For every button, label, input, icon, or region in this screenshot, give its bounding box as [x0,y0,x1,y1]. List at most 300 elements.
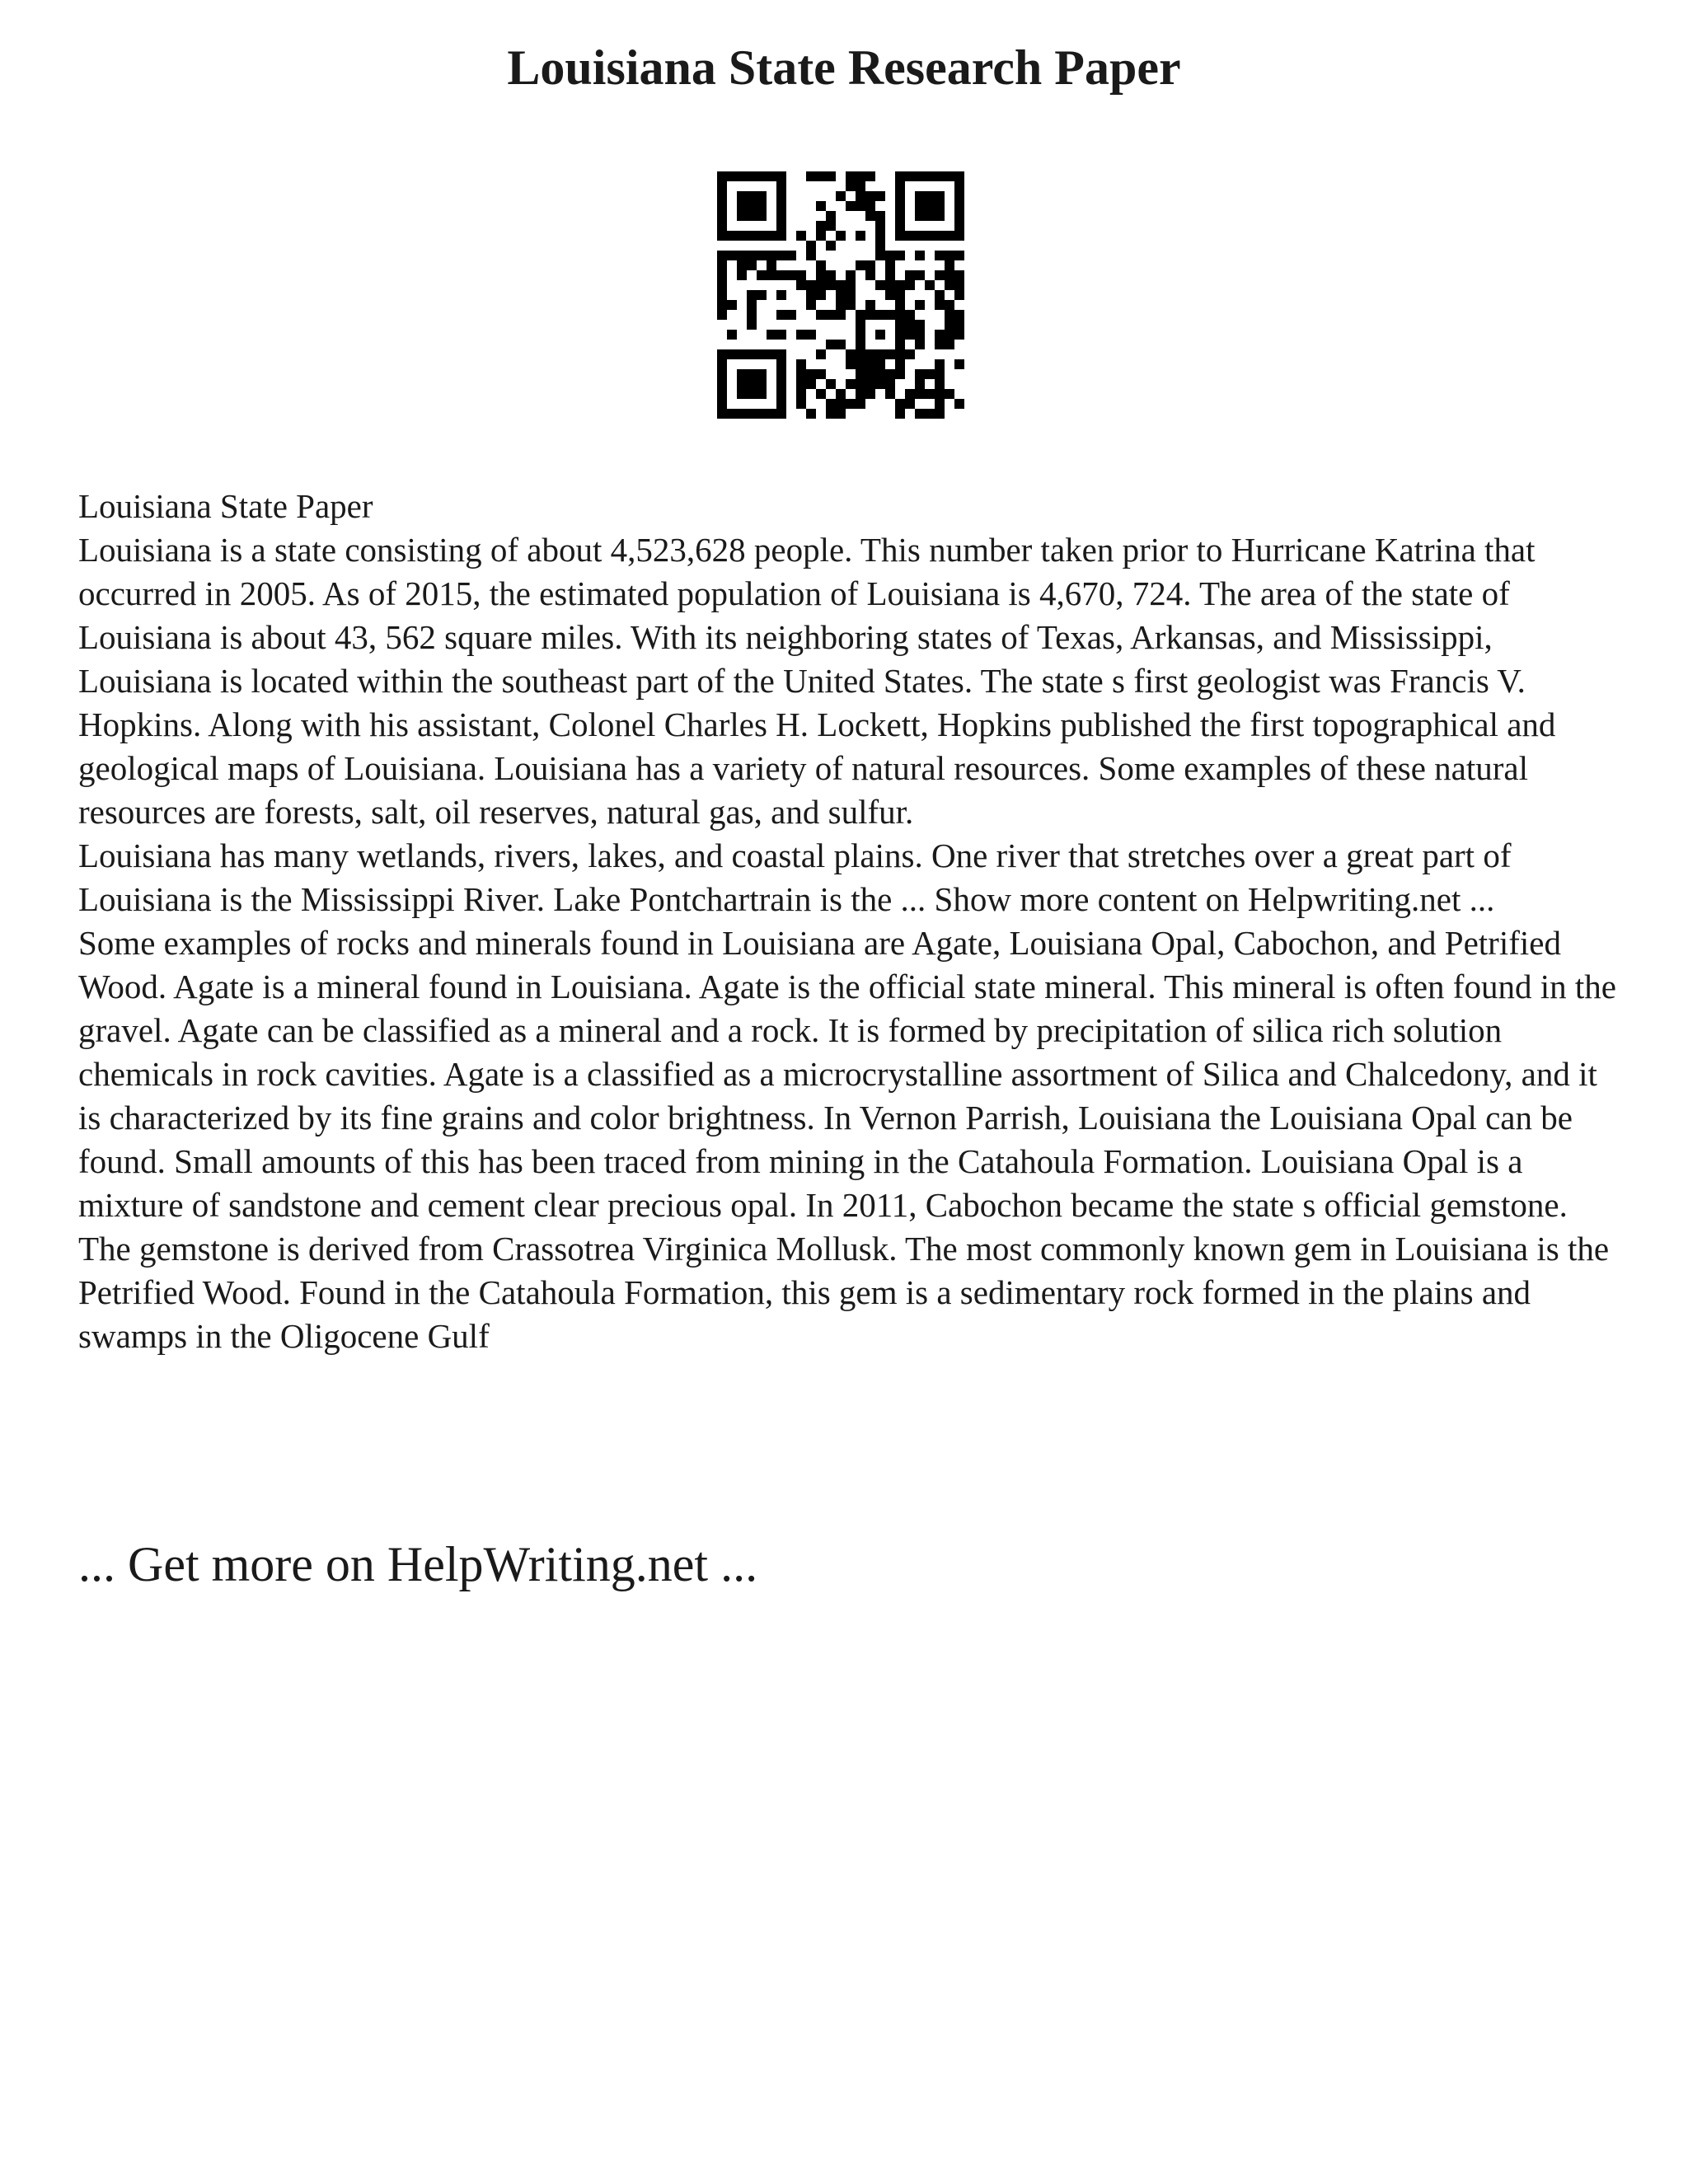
qr-module [757,290,767,300]
qr-module [796,280,806,290]
qr-module [836,409,846,419]
qr-module [757,270,767,280]
qr-module [826,399,836,409]
qr-module [836,290,846,300]
qr-module [865,359,875,369]
qr-module [836,310,846,320]
qr-module [757,231,767,241]
qr-module [737,251,747,260]
qr-module [856,340,865,349]
qr-module [905,270,915,280]
qr-module [737,211,747,221]
qr-module [836,231,846,241]
qr-module [925,389,935,399]
qr-module [806,300,816,310]
qr-module [747,310,757,320]
qr-module [767,171,776,181]
qr-module [895,280,905,290]
qr-module [717,260,727,270]
qr-module [846,349,856,359]
qr-module [737,389,747,399]
qr-module [747,389,757,399]
qr-module [945,251,954,260]
qr-module [895,290,905,300]
qr-module [915,300,925,310]
qr-module [915,369,925,379]
qr-module [885,369,895,379]
qr-module [865,349,875,359]
qr-module [826,280,836,290]
qr-module [767,330,776,340]
qr-module [865,389,875,399]
qr-module [826,379,836,389]
qr-module [737,260,747,270]
qr-module [727,330,737,340]
qr-module [945,330,954,340]
paragraph-population: Louisiana is a state consisting of about 4,523,628 people. This number taken prior to Hurricane Katrina that occurred in 2005. As of 2015, the estimated population of Louisiana is 4,670, 724. The area of the state of Louisiana is about 43, 562 square miles. With its neighboring states of Texas, Arkansas, and Mississippi, Louisiana is located within the southeast part of the United States. The state s first geologist was Francis V. Hopkins. Along with his assistant, Colonel Charles H. Lockett, Hopkins published the first topographical and geological maps of Louisiana. Louisiana has a variety of natural resources. Some examples of these natural resources are forests, salt, oil reserves, natural gas, and sulfur. [78,531,1556,831]
qr-module [806,330,816,340]
qr-module [727,251,737,260]
qr-module [915,389,925,399]
qr-module [717,171,727,181]
qr-module [776,330,786,340]
qr-module [846,379,856,389]
qr-module [856,171,865,181]
qr-module [786,310,796,320]
qr-module [925,231,935,241]
qr-module [717,369,727,379]
qr-module [925,369,935,379]
qr-module [776,389,786,399]
qr-module [885,280,895,290]
qr-module [895,191,905,201]
qr-module [826,340,836,349]
qr-module [935,201,945,211]
qr-module [757,349,767,359]
qr-code-icon[interactable] [717,171,964,419]
qr-module [776,310,786,320]
qr-module [875,379,885,389]
qr-module [757,379,767,389]
qr-module [786,251,796,260]
qr-module [954,191,964,201]
qr-module [776,221,786,231]
qr-module [895,349,905,359]
qr-module [767,231,776,241]
qr-module [737,270,747,280]
qr-module [776,379,786,389]
qr-module [776,211,786,221]
qr-module [757,171,767,181]
paragraph-heading: Louisiana State Paper [78,487,373,525]
qr-module [954,211,964,221]
qr-module [846,201,856,211]
qr-module [905,231,915,241]
qr-module [856,191,865,201]
qr-module [856,349,865,359]
qr-module [925,409,935,419]
qr-module [865,369,875,379]
qr-module [846,280,856,290]
qr-module [776,171,786,181]
qr-module [895,409,905,419]
qr-module [935,379,945,389]
qr-module [776,369,786,379]
qr-module [826,241,836,251]
qr-module [826,171,836,181]
qr-module [905,171,915,181]
qr-module [776,270,786,280]
qr-module [875,369,885,379]
qr-module [836,300,846,310]
qr-module [856,310,865,320]
qr-module [727,349,737,359]
qr-module [737,231,747,241]
get-more-link[interactable]: ... Get more on HelpWriting.net ... [78,1537,758,1591]
qr-module [747,379,757,389]
qr-module [846,399,856,409]
qr-module [895,211,905,221]
document-title: Louisiana State Research Paper [507,40,1181,95]
qr-module [895,320,905,330]
qr-module [776,290,786,300]
qr-module [836,280,846,290]
qr-module [826,310,836,320]
qr-module [925,201,935,211]
qr-module [905,349,915,359]
qr-module [865,201,875,211]
qr-module [816,260,826,270]
qr-module [935,300,945,310]
qr-module [757,201,767,211]
qr-module [806,369,816,379]
qr-module [875,241,885,251]
qr-module [786,270,796,280]
qr-module [717,201,727,211]
qr-module [816,280,826,290]
qr-module [816,171,826,181]
qr-module [717,409,727,419]
qr-module [717,399,727,409]
qr-module [806,409,816,419]
qr-module [816,349,826,359]
qr-module [945,389,954,399]
qr-module [717,191,727,201]
qr-module [935,171,945,181]
qr-module [935,389,945,399]
qr-module [806,171,816,181]
qr-module [796,270,806,280]
qr-module [826,221,836,231]
qr-module [935,191,945,201]
qr-module [895,171,905,181]
qr-module [915,330,925,340]
qr-module [885,310,895,320]
qr-module [954,171,964,181]
qr-module [915,409,925,419]
qr-module [954,310,964,320]
qr-module [905,389,915,399]
qr-module [935,330,945,340]
qr-module [747,191,757,201]
qr-module [915,211,925,221]
qr-module [865,211,875,221]
qr-module [767,260,776,270]
qr-code-graphic [717,171,964,419]
qr-module [865,379,875,389]
qr-module [856,389,865,399]
qr-module [767,270,776,280]
qr-module [895,251,905,260]
qr-module [717,211,727,221]
qr-module [757,191,767,201]
qr-module [776,191,786,201]
qr-module [717,379,727,389]
qr-module [816,290,826,300]
qr-module [945,340,954,349]
qr-module [836,399,846,409]
qr-module [915,320,925,330]
qr-module [737,379,747,389]
paragraph-geography: Louisiana has many wetlands, rivers, lakes, and coastal plains. One river that stretches over a great part of Louisiana is the Mississippi River. Lake Pontchartrain is the ... Show more content on Helpwriting.net ... [78,837,1512,918]
qr-module [895,310,905,320]
qr-module [776,409,786,419]
qr-module [925,191,935,201]
qr-module [816,221,826,231]
qr-module [796,389,806,399]
qr-module [796,231,806,241]
qr-module [885,389,895,399]
qr-module [875,211,885,221]
qr-module [935,211,945,221]
qr-module [885,379,895,389]
qr-module [717,221,727,231]
qr-module [856,201,865,211]
qr-module [945,300,954,310]
qr-module [856,369,865,379]
qr-module [767,349,776,359]
qr-module [747,231,757,241]
qr-module [954,181,964,191]
qr-module [935,231,945,241]
qr-module [717,251,727,260]
qr-module [895,369,905,379]
qr-module [856,399,865,409]
qr-module [915,270,925,280]
paragraph-minerals: Some examples of rocks and minerals found in Louisiana are Agate, Louisiana Opal, Cabochon, and Petrified Wood. Agate is a mineral found in Louisiana. Agate is the official state mineral. This mineral is often found in the gravel. Agate can be classified as a mineral and a rock. It is formed by precipitation of silica rich solution chemicals in rock cavities. Agate is a classified as a microcrystalline assortment of Silica and Chalcedony, and it is characterized by its fine grains and color brightness. In Vernon Parrish, Louisiana the Louisiana Opal can be found. Small amounts of this has been traced from mining in the Catahoula Formation. Louisiana Opal is a mixture of sandstone and cement clear precious opal. In 2011, Cabochon became the state s official gemstone. The gemstone is derived from Crassotrea Virginica Mollusk. The most commonly known gem in Louisiana is the Petrified Wood. Found in the Catahoula Formation, this gem is a sedimentary rock formed in the plains and swamps in the Oligocene Gulf [78,924,1616,1355]
qr-module [816,389,826,399]
qr-module [836,340,846,349]
qr-module [905,310,915,320]
qr-module [856,231,865,241]
qr-module [895,399,905,409]
qr-module [806,290,816,300]
qr-module [935,399,945,409]
qr-module [806,251,816,260]
qr-module [826,270,836,280]
qr-module [737,409,747,419]
qr-module [954,280,964,290]
qr-module [836,389,846,399]
qr-module [717,389,727,399]
qr-module [925,280,935,290]
qr-module [945,280,954,290]
qr-module [905,399,915,409]
qr-module [776,251,786,260]
qr-module [915,340,925,349]
qr-module [806,379,816,389]
qr-module [747,300,757,310]
qr-module [895,300,905,310]
qr-module [846,270,856,280]
qr-module [945,260,954,270]
qr-module [954,320,964,330]
qr-module [856,181,865,191]
qr-module [846,359,856,369]
qr-module [757,369,767,379]
qr-module [954,290,964,300]
qr-module [816,231,826,241]
qr-module [806,241,816,251]
qr-module [856,320,865,330]
qr-module [717,270,727,280]
qr-module [747,369,757,379]
qr-module [935,270,945,280]
qr-module [856,359,865,369]
qr-module [954,399,964,409]
qr-module [717,290,727,300]
qr-module [875,231,885,241]
qr-module [757,251,767,260]
qr-module [826,211,836,221]
qr-module [816,310,826,320]
qr-module [717,181,727,191]
qr-module [757,211,767,221]
qr-module [747,320,757,330]
qr-module [816,201,826,211]
qr-module [747,290,757,300]
qr-module [737,349,747,359]
qr-module [776,181,786,191]
qr-module [875,359,885,369]
qr-module [935,340,945,349]
qr-module [875,191,885,201]
qr-module [935,251,945,260]
qr-module [954,201,964,211]
qr-module [875,280,885,290]
qr-module [945,231,954,241]
qr-module [717,231,727,241]
qr-module [727,171,737,181]
qr-module [865,260,875,270]
qr-module [796,399,806,409]
qr-module [737,171,747,181]
qr-module [737,191,747,201]
qr-module [747,201,757,211]
qr-module [915,201,925,211]
qr-module [895,330,905,340]
qr-module [925,171,935,181]
qr-module [727,409,737,419]
qr-module [954,251,964,260]
qr-module [865,270,875,280]
qr-module [836,191,846,201]
qr-module [727,231,737,241]
qr-module [895,201,905,211]
qr-module [915,171,925,181]
qr-module [895,340,905,349]
qr-module [776,359,786,369]
qr-module [875,251,885,260]
qr-module [905,280,915,290]
qr-module [865,171,875,181]
qr-module [816,369,826,379]
qr-module [945,171,954,181]
qr-module [895,231,905,241]
qr-module [895,221,905,231]
qr-module [875,310,885,320]
qr-module [954,359,964,369]
qr-module [935,359,945,369]
qr-module [747,171,757,181]
qr-module [717,300,727,310]
qr-module [925,211,935,221]
qr-module [935,290,945,300]
qr-module [717,310,727,320]
qr-module [935,409,945,419]
qr-module [717,359,727,369]
qr-module [747,409,757,419]
qr-module [846,300,856,310]
qr-module [816,270,826,280]
qr-module [954,270,964,280]
qr-module [865,191,875,201]
qr-module [776,231,786,241]
qr-module [856,379,865,389]
qr-module [905,320,915,330]
qr-module [954,231,964,241]
qr-module [935,369,945,379]
qr-module [776,201,786,211]
qr-module [856,330,865,340]
qr-module [767,409,776,419]
qr-module [826,409,836,419]
qr-module [895,359,905,369]
qr-module [796,369,806,379]
qr-module [885,290,895,300]
qr-module [796,330,806,340]
qr-module [846,290,856,300]
qr-module [846,181,856,191]
qr-module [717,280,727,290]
qr-module [747,349,757,359]
qr-module [885,251,895,260]
qr-module [806,280,816,290]
qr-module [796,359,806,369]
qr-module [865,300,875,310]
qr-module [885,349,895,359]
qr-module [757,409,767,419]
qr-module [737,369,747,379]
qr-module [895,181,905,191]
qr-module [915,251,925,260]
qr-module [865,310,875,320]
qr-module [727,300,737,310]
qr-module [796,379,806,389]
qr-module [945,310,954,320]
qr-module [717,349,727,359]
qr-module [945,320,954,330]
